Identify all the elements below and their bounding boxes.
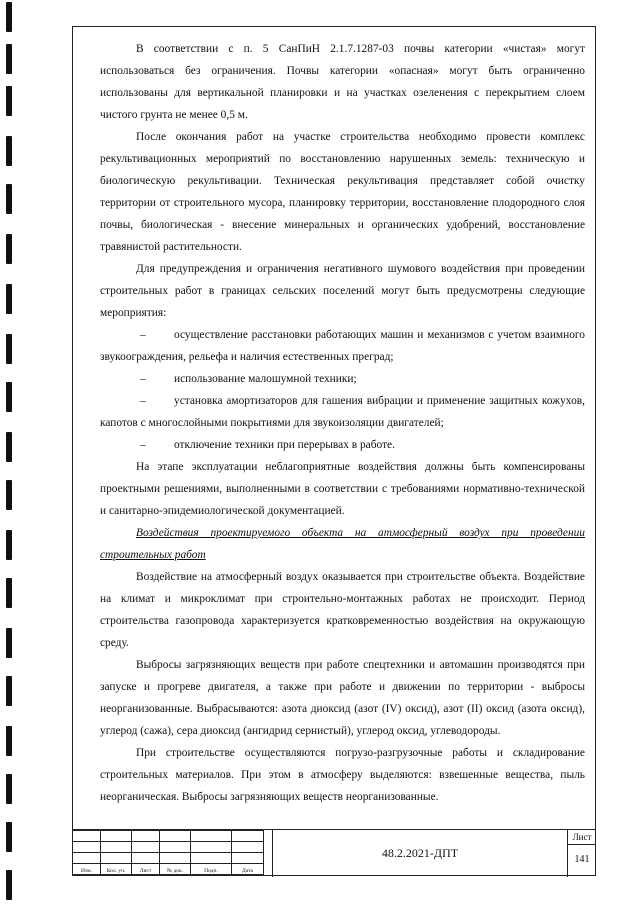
col-label-izm: Изм.: [73, 864, 101, 875]
sheet-number: 141: [574, 854, 590, 865]
list-item: [100, 390, 585, 434]
col-label-n-dok: № док.: [160, 864, 191, 875]
paragraph: Выбросы загрязняющих веществ при работе спецтехники и автомашин производятся при запуске и прогреве двигателя, а также при работе и движении по территории - выбросы неорганизованные. Выбрасываются: азота диоксид (азот (IV) оксид), азот (II) оксид (азота оксид), углерод (сажа), сера диоксид (ангидрид сернистый), углерод оксид, углеводороды.: [100, 659, 585, 737]
list-item: [100, 324, 585, 368]
col-label-list: Лист: [132, 864, 160, 875]
paragraph: Для предупреждения и ограничения негативного шумового воздействия при проведении строительных работ в границах сельских поселений могут быть предусмотрены следующие мероприятия:: [100, 263, 585, 319]
dash-marker: –: [140, 395, 146, 407]
dash-marker: –: [140, 329, 146, 341]
binding-marks: [6, 0, 18, 905]
col-label-podp: Подп.: [191, 864, 232, 875]
paragraph: На этапе эксплуатации неблагоприятные воздействия должны быть компенсированы проектными решениями, выполненными в соответствии с требованиями нормативно-технической и санитарно-эпидемиологической документацией.: [100, 461, 585, 517]
paragraph: В соответствии с п. 5 СанПиН 2.1.7.1287-03 почвы категории «чистая» могут использоваться без ограничения. Почвы категории «опасная» могут быть ограниченно использованы для вертикальной планировки и на участках озеленения с перекрытием слоем чистого грунта не менее 0,5 м.: [100, 43, 585, 121]
document-code: 48.2.2021-ДПТ: [272, 830, 568, 877]
col-label-data: Дата: [232, 864, 264, 875]
list-item-text: отключение техники при перерывах в работе.: [174, 439, 395, 451]
col-label-kol-uch: Кол. уч.: [101, 864, 132, 875]
section-heading: Воздействия проектируемого объекта на атмосферный воздух при проведении строительных работ: [100, 527, 585, 561]
list-item: [100, 434, 585, 456]
list-item-text: использование малошумной техники;: [174, 373, 357, 385]
dash-marker: –: [140, 373, 146, 385]
paragraph: Воздействие на атмосферный воздух оказывается при строительстве объекта. Воздействие на климат и микроклимат при строительно-монтажных работах не происходит. Период строительства газопровода характеризуется кратковременностью воздействия на окружающую среду.: [100, 571, 585, 649]
list-item-text: установка амортизаторов для гашения вибрации и применение защитных кожухов, капотов с многослойными покрытиями для звукоизоляции двигателей;: [100, 395, 585, 429]
list-item-text: осуществление расстановки работающих машин и механизмов с учетом взаимного звукоограждения, рельефа и наличия естественных преград;: [100, 329, 585, 363]
revision-table: [72, 830, 264, 875]
list-item: [100, 368, 585, 390]
title-block: [72, 829, 596, 876]
sheet-box: [568, 830, 596, 877]
paragraph: После окончания работ на участке строительства необходимо провести комплекс рекультивационных мероприятий по восстановлению нарушенных земель: техническую и биологическую рекультивации. Техническая рекультивация представляет собой очистку территории от строительного мусора, планировку территории, восстановление плодородного слоя почвы, биологическая - внесение минеральных и органических удобрений, восстановление травянистой растительности.: [100, 131, 585, 253]
sheet-label: Лист: [568, 830, 596, 845]
document-body: [100, 38, 585, 808]
paragraph: При строительстве осуществляются погрузо-разгрузочные работы и складирование строительных материалов. При этом в атмосферу выделяются: взвешенные вещества, пыль неорганическая. Выбросы загрязняющих веществ неорганизованные.: [100, 747, 585, 803]
dash-marker: –: [140, 439, 146, 451]
